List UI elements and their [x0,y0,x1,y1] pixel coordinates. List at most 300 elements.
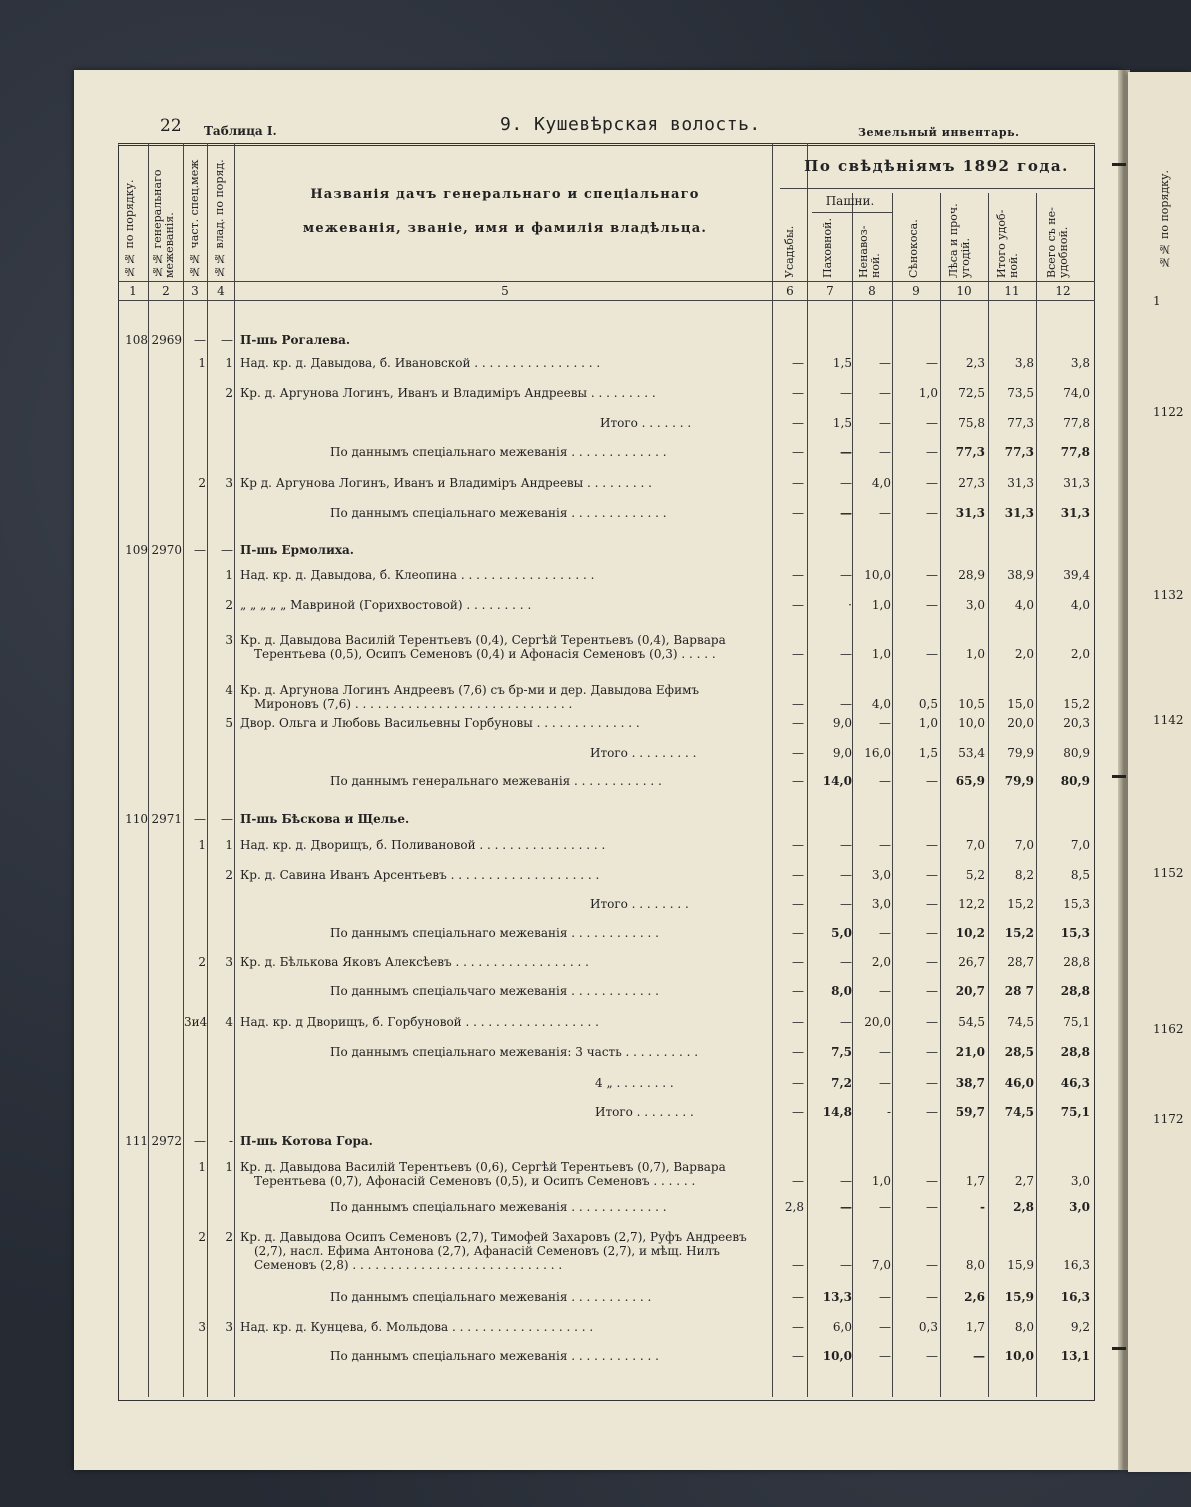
cell-v9: — [926,897,938,911]
cell-v8: — [879,445,891,459]
cell-n4: 2 [225,598,233,612]
cell-n3: 3 [198,1320,206,1334]
cell-v6: — [792,897,804,911]
cell-v6: — [792,598,804,612]
cell-v12: 77,8 [1063,416,1090,430]
cell-v8: - [886,1105,891,1119]
cell-v11: 77,3 [1004,445,1034,459]
owner-name: По даннымъ спеціальнаго межеванія: 3 часть . . . . . . . . . . [330,1045,699,1059]
owner-name: Терентьева (0,5), Осипъ Семеновъ (0,4) и Афонасія Семеновъ (0,3) . . . . . [254,647,716,661]
cell-n3: 2 [198,476,206,490]
cell-v10: - [980,1200,985,1214]
group-header-1892: По свѣдѣніямъ 1892 года. [804,157,1069,175]
cell-v11: 8,0 [1014,1320,1034,1334]
cell-n1: 109 [125,543,148,557]
table-row [0,1160,1191,1194]
header-rule [812,212,892,213]
col-header-10: Лѣса и проч. угодій. [947,203,972,278]
cell-v6: — [792,1174,804,1188]
owner-name: Кр. д. Аргунова Логинъ Андреевъ (7,6) съ бр-ми и дер. Давыдова Ефимъ [240,683,700,697]
estate-heading: П-шь Котова Гора. [240,1134,373,1148]
cell-n3: — [194,1134,206,1148]
table-row [0,774,1191,796]
owner-name: По даннымъ спеціальнаго межеванія . . . . . . . . . . . . [330,1349,659,1363]
col-header-2: №№ генеральнаго межеванія. [151,169,176,278]
cell-v7: 1,5 [832,416,852,430]
cell-v6: — [792,838,804,852]
owner-name: Кр. д. Савина Иванъ Арсентьевъ . . . . . . . . . . . . . . . . . . . . [240,868,600,882]
page-number: 22 [160,116,182,136]
cell-v10: 20,7 [955,984,985,998]
owner-name: Итого . . . . . . . [600,416,692,430]
table-row [0,506,1191,528]
cell-v10: 2,6 [964,1290,985,1304]
cell-v12: 3,0 [1070,1174,1090,1188]
cell-v7: — [840,1200,852,1214]
cell-n4: 3 [225,955,233,969]
table-row [0,1290,1191,1312]
cell-v7: — [840,1258,852,1272]
cell-v9: — [926,598,938,612]
table-row [0,1076,1191,1098]
col-number: 4 [217,284,225,298]
cell-v12: 74,0 [1063,386,1090,400]
cell-v6: — [792,1290,804,1304]
binding-pin [1112,1347,1126,1350]
cell-v12: 46,3 [1060,1076,1090,1090]
cell-v8: 20,0 [864,1015,891,1029]
cell-v11: 10,0 [1004,1349,1034,1363]
cell-v12: 15,2 [1063,697,1090,711]
col-number: 2 [162,284,170,298]
cell-v8: — [879,838,891,852]
cell-v7: 13,3 [822,1290,852,1304]
owner-name: Итого . . . . . . . . [595,1105,694,1119]
table-row [0,1320,1191,1342]
cell-v12: 28,8 [1063,955,1090,969]
cell-v7: — [840,568,852,582]
cell-v10: 28,9 [958,568,985,582]
cell-v9: — [926,1290,938,1304]
cell-n4: 1 [225,1160,233,1174]
col-header-7: Паховной. [821,218,834,278]
table-row [0,1105,1191,1127]
cell-v12: 20,3 [1063,716,1090,730]
cell-v7: — [840,955,852,969]
table-row [0,633,1191,667]
owner-name: Над. кр. д. Давыдова, б. Клеопина . . . . . . . . . . . . . . . . . . [240,568,595,582]
owner-name: Итого . . . . . . . . . [590,746,697,760]
cell-v9: — [926,984,938,998]
cell-v10: 26,7 [958,955,985,969]
owner-name: Над. кр. д. Давыдова, б. Ивановской . . . . . . . . . . . . . . . . . [240,356,601,370]
estate-heading: П-шь Рогалева. [240,333,351,347]
owner-name: По даннымъ спеціальнаго межеванія . . . . . . . . . . . . . [330,506,667,520]
next-page-row-number: 1132 [1153,588,1184,602]
cell-v9: — [926,356,938,370]
cell-v7: — [840,897,852,911]
cell-v6: — [792,1045,804,1059]
cell-n1: 110 [125,812,148,826]
cell-v7: 8,0 [831,984,852,998]
cell-n3: 1 [198,838,206,852]
group-header-pashni: Пашни. [825,194,875,208]
cell-v12: 80,9 [1060,774,1090,788]
cell-v8: 3,0 [871,868,891,882]
table-row [0,1015,1191,1037]
binding-pin [1112,163,1126,166]
owner-name: „ „ „ „ „ Мавриной (Горихвостовой) . . . . . . . . . [240,598,532,612]
cell-v10: 7,0 [965,838,985,852]
cell-v10: 65,9 [955,774,985,788]
cell-v8: 4,0 [871,476,891,490]
estate-heading: П-шь Бѣскова и Щелье. [240,812,410,826]
cell-v10: 38,7 [955,1076,985,1090]
cell-v6: — [792,445,804,459]
cell-v10: 75,8 [958,416,985,430]
cell-v6: — [792,506,804,520]
owner-name: Над. кр. д. Кунцева, б. Мольдова . . . . . . . . . . . . . . . . . . . [240,1320,594,1334]
cell-n4: 3 [225,1320,233,1334]
cell-v7: 10,0 [822,1349,852,1363]
table-row [0,868,1191,890]
cell-n3: 2 [198,955,206,969]
cell-v10: 2,3 [965,356,985,370]
table-row [0,897,1191,919]
next-page-row-number: 1152 [1153,866,1184,880]
cell-n3: — [194,333,206,347]
cell-v10: 27,3 [958,476,985,490]
cell-v12: 77,8 [1060,445,1090,459]
col-number: 12 [1055,284,1071,298]
cell-n3: — [194,812,206,826]
cell-v11: 2,7 [1014,1174,1034,1188]
cell-v12: 31,3 [1063,476,1090,490]
cell-v8: — [879,1349,891,1363]
cell-v6: — [792,356,804,370]
owner-name: Кр. д. Давыдова Василій Терентьевъ (0,6), Сергѣй Терентьевъ (0,7), Варвара [240,1160,726,1174]
cell-v12: 13,1 [1060,1349,1090,1363]
cell-v6: — [792,416,804,430]
cell-v12: 75,1 [1063,1015,1090,1029]
col-header-6: Усадьбы. [783,225,796,278]
cell-v11: 38,9 [1007,568,1034,582]
cell-v8: — [879,984,891,998]
cell-v11: 15,9 [1007,1258,1034,1272]
cell-v10: 1,7 [965,1320,985,1334]
cell-v6: — [792,716,804,730]
cell-v6: — [792,1258,804,1272]
cell-v10: 53,4 [958,746,985,760]
cell-v11: 28,7 [1007,955,1034,969]
cell-n4: 4 [225,683,233,697]
table-row [0,598,1191,620]
header-rule [118,281,1095,282]
cell-v7: — [840,1015,852,1029]
cell-v11: 79,9 [1007,746,1034,760]
cell-v8: — [879,1320,891,1334]
col-header-5 [240,178,770,246]
owner-name: По даннымъ спеціальнаго межеванія . . . . . . . . . . . . . [330,445,667,459]
cell-v9: — [926,1200,938,1214]
cell-v10: 31,3 [955,506,985,520]
cell-v7: — [840,697,852,711]
cell-v8: 1,0 [871,647,891,661]
cell-v9: — [926,647,938,661]
cell-v8: — [879,416,891,430]
header-rule [780,188,1094,189]
cell-v6: — [792,386,804,400]
cell-v11: 4,0 [1014,598,1034,612]
cell-n4: 3 [225,633,233,647]
cell-v8: — [879,1290,891,1304]
cell-v6: — [792,568,804,582]
cell-v10: 21,0 [955,1045,985,1059]
table-row [0,746,1191,768]
header-rule [118,300,1095,301]
cell-v6: 2,8 [784,1200,804,1214]
table-row [0,568,1191,590]
cell-n4: — [221,812,233,826]
next-page-row-number: 1172 [1153,1112,1184,1126]
table-row [0,1045,1191,1067]
cell-v7: — [840,647,852,661]
owner-name: Кр. д. Давыдова Василій Терентьевъ (0,4), Сергѣй Терентьевъ (0,4), Варвара [240,633,726,647]
cell-n4: 1 [225,838,233,852]
cell-v10: 12,2 [958,897,985,911]
cell-v9: — [926,1045,938,1059]
cell-v8: — [879,506,891,520]
cell-v6: — [792,926,804,940]
cell-v8: — [879,386,891,400]
cell-v12: 2,0 [1070,647,1090,661]
cell-v9: — [926,416,938,430]
cell-v12: 3,8 [1070,356,1090,370]
cell-v10: 10,2 [955,926,985,940]
table-row [0,926,1191,948]
topic-heading: Земельный инвентарь. [858,126,1020,139]
cell-v9: 1,0 [918,386,938,400]
cell-n2: 2970 [151,543,182,557]
owner-name: Кр д. Аргунова Логинъ, Иванъ и Владиміръ Андреевы . . . . . . . . . [240,476,652,490]
owner-name: По даннымъ спеціальчаго межеванія . . . . . . . . . . . . [330,984,659,998]
cell-v11: 31,3 [1004,506,1034,520]
col-number: 1 [129,284,137,298]
next-page-row-number: 1162 [1153,1022,1184,1036]
cell-v9: — [926,1349,938,1363]
col-header-5-line2: межеванія, званіе, имя и фамилія владѣльца. [302,221,708,236]
owner-name: По даннымъ спеціальнаго межеванія . . . . . . . . . . . . . [330,1200,667,1214]
cell-v11: 15,0 [1007,697,1034,711]
cell-v10: 8,0 [965,1258,985,1272]
col-number: 9 [912,284,920,298]
col-header-5-line1: Названія дачъ генеральнаго и спеціальнаго [310,187,700,202]
cell-v7: · [848,598,852,612]
table-row [0,716,1191,738]
owner-name: Кр. д. Бѣлькова Яковъ Алексѣевъ . . . . . . . . . . . . . . . . . . [240,955,589,969]
cell-v7: — [840,386,852,400]
cell-v6: — [792,746,804,760]
table-row [0,445,1191,467]
cell-v12: 7,0 [1070,838,1090,852]
cell-v7: 14,8 [822,1105,852,1119]
cell-v12: 4,0 [1070,598,1090,612]
cell-v9: 0,3 [918,1320,938,1334]
next-page-row-number: 1122 [1153,405,1184,419]
cell-v11: 73,5 [1007,386,1034,400]
col-number: 6 [786,284,794,298]
next-page-col-number: 1 [1153,294,1161,308]
cell-v7: 7,5 [831,1045,852,1059]
cell-v11: 28,5 [1004,1045,1034,1059]
cell-n4: 2 [225,1230,233,1244]
cell-v11: 74,5 [1007,1015,1034,1029]
cell-v10: 3,0 [965,598,985,612]
table-row [0,416,1191,438]
cell-v9: — [926,1076,938,1090]
cell-v8: — [879,356,891,370]
cell-n4: - [228,1134,233,1148]
table-row [0,812,1191,834]
cell-v8: 3,0 [871,897,891,911]
cell-v9: — [926,1105,938,1119]
cell-v7: 1,5 [832,356,852,370]
estate-heading: П-шь Ермолиха. [240,543,354,557]
cell-v10: 1,0 [965,647,985,661]
table-row [0,333,1191,355]
cell-v6: — [792,697,804,711]
cell-n3: — [194,543,206,557]
cell-n1: 111 [125,1134,148,1148]
cell-v12: 3,0 [1069,1200,1090,1214]
cell-v9: — [926,1258,938,1272]
cell-v9: — [926,868,938,882]
cell-v8: 7,0 [871,1258,891,1272]
cell-v7: 7,2 [831,1076,852,1090]
table-row [0,1200,1191,1222]
col-number: 10 [956,284,972,298]
cell-v12: 28,8 [1060,1045,1090,1059]
cell-n2: 2972 [151,1134,182,1148]
owner-name: (2,7), насл. Ефима Антонова (2,7), Афанасій Семеновъ (2,7), и мѣщ. Нилъ [254,1244,720,1258]
cell-v7: 5,0 [831,926,852,940]
cell-v7: 9,0 [832,746,852,760]
cell-v10: 77,3 [955,445,985,459]
owner-name: Над. кр. д Дворищъ, б. Горбуновой . . . . . . . . . . . . . . . . . . [240,1015,599,1029]
cell-v8: — [879,774,891,788]
cell-v8: — [879,716,891,730]
col-number: 11 [1004,284,1020,298]
cell-v6: — [792,1320,804,1334]
table-row [0,1134,1191,1156]
col-header-11: Итого удоб-ной. [995,209,1020,278]
cell-v11: 8,2 [1014,868,1034,882]
cell-v9: — [926,445,938,459]
cell-n4: — [221,333,233,347]
cell-v10: — [973,1349,985,1363]
cell-v8: 16,0 [864,746,891,760]
cell-v9: 0,5 [918,697,938,711]
col-header-8: Ненавоз-ной. [857,225,882,278]
cell-v11: 2,8 [1013,1200,1034,1214]
cell-v12: 15,3 [1060,926,1090,940]
cell-v12: 28,8 [1060,984,1090,998]
cell-n4: 1 [225,356,233,370]
next-page-row-number: 1142 [1153,713,1184,727]
cell-v11: 77,3 [1007,416,1034,430]
table-row [0,838,1191,860]
cell-v9: — [926,774,938,788]
cell-v9: — [926,476,938,490]
cell-v12: 31,3 [1060,506,1090,520]
cell-v9: — [926,1015,938,1029]
cell-v11: 15,2 [1004,926,1034,940]
owner-name: 4 „ . . . . . . . . [595,1076,674,1090]
cell-v8: — [879,1045,891,1059]
col-header-12: Всего съ не-удобной. [1045,207,1070,278]
cell-n4: 2 [225,386,233,400]
cell-v11: 15,9 [1004,1290,1034,1304]
table-row [0,1230,1191,1278]
table-row [0,356,1191,378]
col-header-9: Сѣнокоса. [907,219,920,278]
cell-v12: 16,3 [1063,1258,1090,1272]
owner-name: Кр. д. Аргунова Логинъ, Иванъ и Владиміръ Андреевы . . . . . . . . . [240,386,656,400]
cell-v6: — [792,1015,804,1029]
cell-v6: — [792,1076,804,1090]
cell-v12: 80,9 [1063,746,1090,760]
cell-v9: — [926,1174,938,1188]
cell-v8: 1,0 [871,598,891,612]
cell-v9: — [926,568,938,582]
cell-v6: — [792,868,804,882]
page-title: 9. Кушевѣрская волость. [500,114,761,135]
cell-v10: 10,0 [958,716,985,730]
cell-v12: 15,3 [1063,897,1090,911]
cell-v7: — [840,838,852,852]
table-row [0,683,1191,717]
table-row [0,955,1191,977]
table-row [0,1349,1191,1371]
cell-n4: 2 [225,868,233,882]
col-number: 8 [868,284,876,298]
table-row [0,476,1191,498]
binding-pin [1112,775,1126,778]
cell-v7: 9,0 [832,716,852,730]
cell-v12: 39,4 [1063,568,1090,582]
cell-n4: 1 [225,568,233,582]
table-label: Таблица I. [204,124,277,138]
owner-name: Семеновъ (2,8) . . . . . . . . . . . . . . . . . . . . . . . . . . . . [254,1258,563,1272]
cell-n2: 2971 [151,812,182,826]
cell-v9: — [926,955,938,969]
cell-v7: — [840,506,852,520]
cell-v7: — [840,868,852,882]
cell-v7: — [840,476,852,490]
cell-v12: 16,3 [1060,1290,1090,1304]
cell-n4: 3 [225,476,233,490]
cell-v8: — [879,926,891,940]
table-row [0,543,1191,565]
cell-v9: — [926,926,938,940]
cell-v6: — [792,984,804,998]
cell-v10: 54,5 [958,1015,985,1029]
cell-v10: 1,7 [965,1174,985,1188]
cell-v8: 1,0 [871,1174,891,1188]
cell-v8: 2,0 [871,955,891,969]
cell-v11: 15,2 [1007,897,1034,911]
cell-v6: — [792,476,804,490]
